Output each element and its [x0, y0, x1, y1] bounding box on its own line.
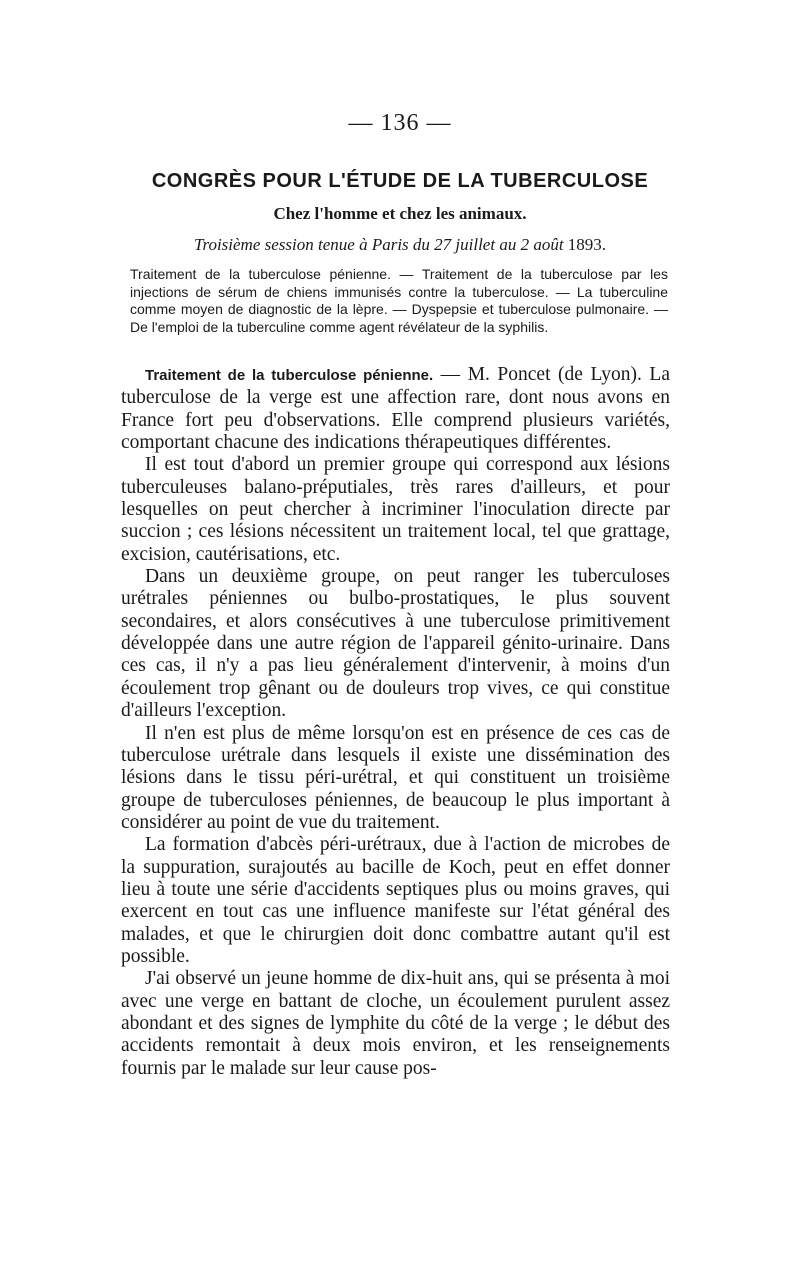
page-number: — 136 —	[348, 110, 452, 136]
body-text	[121, 364, 670, 1080]
paragraph-5: La formation d'abcès péri-urétraux, due à l'action de microbes de la suppuration, surajoutés au bacille de Koch, peut en effet donner lieu à toute une série d'accidents septiques plus ou moins graves, qui exercent en tout cas une influence manifeste sur l'état général des malades, et que le chirurgien doit donc combattre autant qu'il est possible.	[121, 834, 670, 967]
paragraph-2: Il est tout d'abord un premier groupe qui correspond aux lésions tuberculeuses balano-préputiales, très rares d'ailleurs, et pour lesquelles on peut chercher à incriminer l'inoculation directe par succion ; ces lésions nécessitent un traitement local, tel que grattage, excision, cautérisations, etc.	[121, 454, 670, 565]
paragraph-1-text: — M. Poncet (de Lyon). La tuberculose de la verge est une affection rare, dont nous avons en France fort peu d'observations. Elle comprend plusieurs variétés, comportant chacune des indications thérapeutiques différentes.	[121, 364, 670, 454]
section-rubric: Traitement de la tuberculose pénienne.	[145, 367, 434, 384]
page-title: CONGRÈS POUR L'ÉTUDE DE LA TUBERCULOSE	[151, 170, 649, 192]
page-subtitle: Chez l'homme et chez les animaux.	[273, 204, 527, 223]
paragraph-6: J'ai observé un jeune homme de dix-huit ans, qui se présenta à moi avec une verge en battant de cloche, un écoulement purulent assez abondant et des signes de lymphite du côté de la verge ; le début des accidents remontait à deux mois environ, et les renseignements fournis par le malade sur leur cause pos-	[121, 968, 670, 1079]
paragraph-1	[121, 364, 670, 454]
session-year: 1893.	[567, 235, 607, 254]
session-line	[0, 235, 800, 255]
paragraph-4: Il n'en est plus de même lorsqu'on est en présence de ces cas de tuberculose urétrale dans lesquels il existe une dissémination des lésions dans le tissu péri-urétral, et qui constituent un troisième groupe de tuberculoses péniennes, de beaucoup le plus important à considérer au point de vue du traitement.	[121, 722, 670, 833]
paragraph-3: Dans un deuxième groupe, on peut ranger les tuberculoses urétrales péniennes ou bulbo-prostatiques, le plus souvent secondaires, et alors consécutives à une tuberculose primitivement développée dans une autre région de l'appareil génito-urinaire. Dans ces cas, il n'y a pas lieu généralement d'intervenir, à moins d'un écoulement trop gênant ou de douleurs trop vives, ce qui constitue d'ailleurs l'exception.	[121, 566, 670, 722]
summary-paragraph: Traitement de la tuberculose pénienne. — Traitement de la tuberculose par les injections de sérum de chiens immunisés contre la tuberculose. — La tuberculine comme moyen de diagnostic de la lèpre. — Dyspepsie et tuberculose pulmonaire. — De l'emploi de la tuberculine comme agent révélateur de la syphilis.	[130, 266, 668, 335]
session-text: Troisième session tenue à Paris du 27 juillet au 2 août	[193, 235, 564, 254]
